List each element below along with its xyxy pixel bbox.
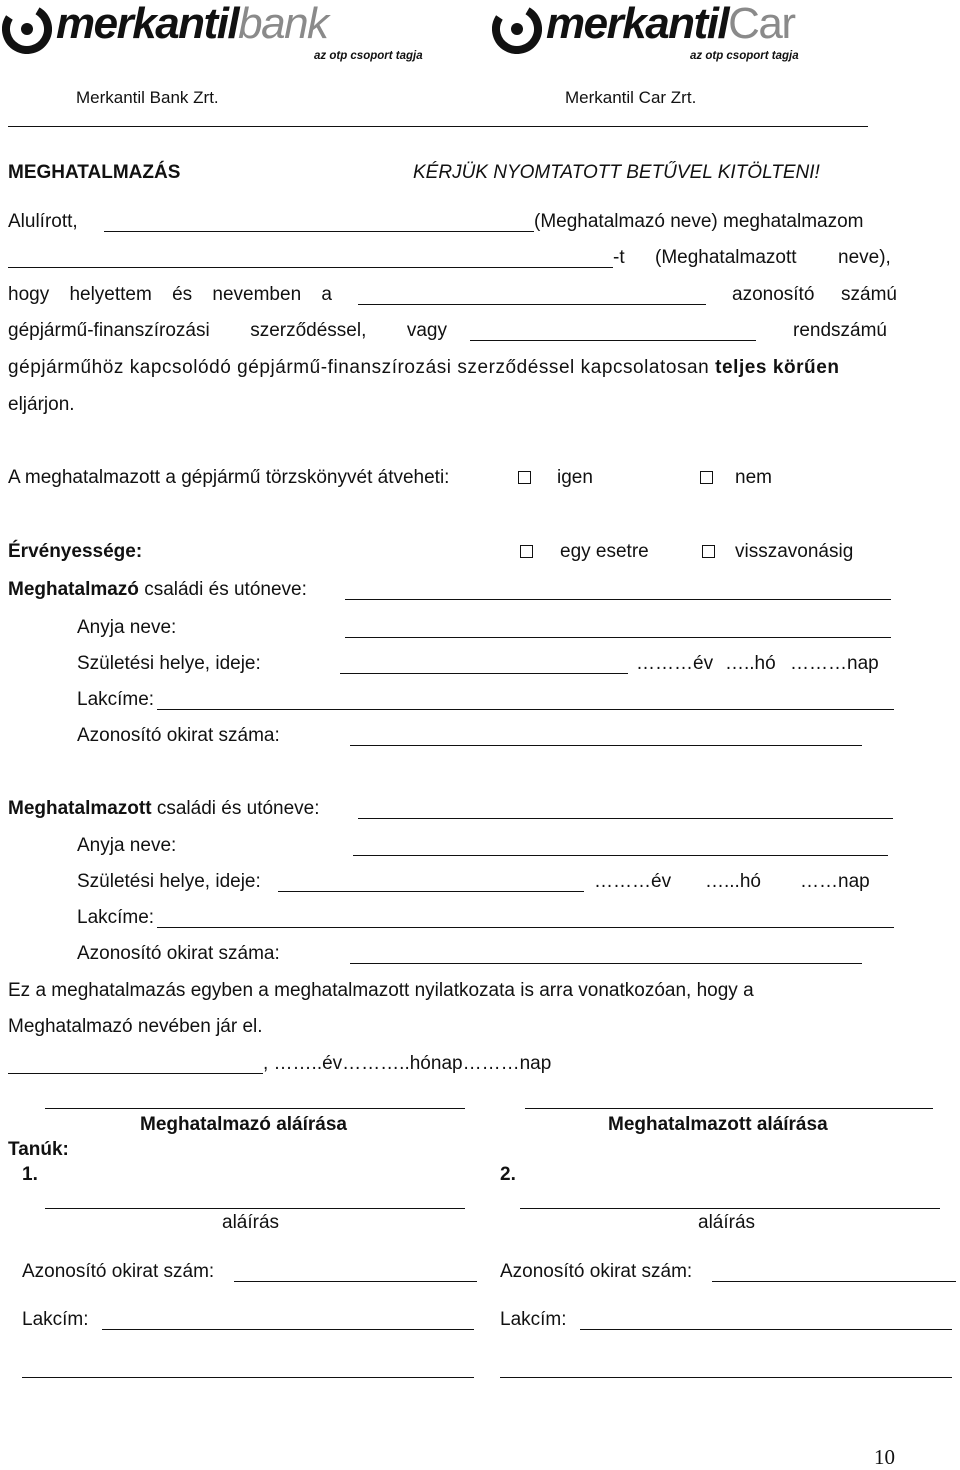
- word: gépjármű-finanszírozási: [8, 320, 210, 341]
- principal-id-field[interactable]: [350, 745, 862, 746]
- agent-name-blank[interactable]: [8, 267, 613, 268]
- validity-once-checkbox[interactable]: [520, 545, 533, 558]
- principal-id-label: Azonosító okirat száma:: [77, 725, 280, 746]
- agent-heading-bold: Meghatalmazott: [8, 798, 152, 819]
- word: számú: [841, 284, 897, 305]
- witness-1-id-label: Azonosító okirat szám:: [22, 1261, 215, 1282]
- principal-signature-label: Meghatalmazó aláírása: [140, 1114, 347, 1135]
- registration-no-label: nem: [735, 467, 772, 488]
- witness-1-signature-label: aláírás: [222, 1212, 280, 1233]
- registration-yes-label: igen: [557, 467, 593, 488]
- agent-heading-rest: családi és utóneve:: [151, 798, 320, 819]
- witness-2-address-field-2[interactable]: [500, 1377, 952, 1378]
- word: helyettem: [69, 284, 152, 305]
- principal-name-blank[interactable]: [104, 231, 534, 232]
- intro-t-suffix: -t: [613, 247, 625, 268]
- logo1-word-bold: merkantil: [56, 0, 239, 48]
- principal-signature-line[interactable]: [45, 1108, 465, 1109]
- agent-address-field[interactable]: [157, 927, 894, 928]
- word: a: [321, 284, 332, 305]
- agent-address-label: Lakcíme:: [77, 907, 155, 928]
- principal-mother-label: Anyja neve:: [77, 617, 177, 638]
- validity-label: Érvényessége:: [8, 541, 143, 562]
- agent-id-field[interactable]: [350, 963, 862, 964]
- intro-line-5-bold: teljes körűen: [715, 357, 840, 378]
- intro-line-5-text: gépjárműhöz kapcsolódó gépjármű-finanszírozási szerződéssel kapcsolatosan: [8, 357, 710, 378]
- plate-number-blank[interactable]: [470, 340, 756, 341]
- agent-birth-year: ………év: [594, 871, 672, 892]
- witness-1-address-field[interactable]: [102, 1329, 474, 1330]
- principal-name-field[interactable]: [345, 599, 891, 600]
- witness-2-address-label: Lakcím:: [500, 1309, 567, 1330]
- principal-address-field[interactable]: [157, 709, 894, 710]
- word: és: [172, 284, 193, 305]
- merkantil-bank-logo: [2, 2, 442, 66]
- merkantil-logo-icon: [2, 4, 52, 54]
- witness-1-address-label: Lakcím:: [22, 1309, 89, 1330]
- fill-instruction: KÉRJÜK NYOMTATOTT BETŰVEL KITÖLTENI!: [413, 162, 820, 183]
- witness-2-number: 2.: [500, 1164, 516, 1185]
- logo1-word-light: bank: [238, 0, 328, 48]
- agent-id-label: Azonosító okirat száma:: [77, 943, 280, 964]
- intro-rendszamu: rendszámú: [793, 320, 887, 341]
- witness-2-signature-label: aláírás: [698, 1212, 756, 1233]
- intro-principal-name-label: (Meghatalmazó neve) meghatalmazom: [534, 211, 864, 232]
- agent-signature-label: Meghatalmazott aláírása: [608, 1114, 828, 1135]
- intro-line-4: [8, 320, 447, 342]
- document-title: MEGHATALMAZÁS: [8, 162, 181, 183]
- intro-alulirott: Alulírott,: [8, 211, 78, 232]
- agent-heading: [8, 798, 320, 820]
- principal-birth-day: ………nap: [790, 653, 879, 674]
- intro-line-3-end: [732, 284, 897, 306]
- place-field[interactable]: [8, 1073, 263, 1074]
- principal-heading-bold: Meghatalmazó: [8, 579, 139, 600]
- logo1-tagline: az otp csoport tagja: [314, 50, 423, 62]
- header-rule: [8, 126, 868, 127]
- validity-once-label: egy esetre: [560, 541, 649, 562]
- witnesses-label: Tanúk:: [8, 1139, 69, 1160]
- agent-birth-day: ……nap: [800, 871, 870, 892]
- logo2-tagline: az otp csoport tagja: [690, 50, 799, 62]
- word: vagy: [406, 320, 447, 341]
- intro-agent-label-1: (Meghatalmazott: [655, 247, 797, 268]
- merkantil-car-logo: [492, 2, 892, 66]
- agent-birthplace-field[interactable]: [278, 891, 584, 892]
- principal-heading: [8, 579, 307, 601]
- agent-name-field[interactable]: [358, 818, 893, 819]
- principal-birth-year: ………év: [636, 653, 714, 674]
- validity-revoke-checkbox[interactable]: [702, 545, 715, 558]
- witness-2-signature-line[interactable]: [520, 1208, 940, 1209]
- signing-date: , ……..év………..hónap………nap: [263, 1053, 552, 1074]
- company-name-bank: Merkantil Bank Zrt.: [76, 88, 219, 107]
- agent-birth-label: Születési helye, ideje:: [77, 871, 261, 892]
- word: nevemben: [212, 284, 302, 305]
- word: szerződéssel,: [250, 320, 367, 341]
- agent-birth-month: …...hó: [705, 871, 761, 892]
- word: azonosító: [732, 284, 815, 305]
- principal-heading-rest: családi és utóneve:: [138, 579, 307, 600]
- word: hogy: [8, 284, 50, 305]
- intro-line-3: [8, 284, 332, 306]
- intro-line-5: [8, 357, 840, 379]
- contract-id-blank[interactable]: [358, 304, 706, 305]
- validity-revoke-label: visszavonásig: [735, 541, 854, 562]
- agent-mother-field[interactable]: [353, 855, 888, 856]
- registration-yes-checkbox[interactable]: [518, 471, 531, 484]
- witness-2-id-field[interactable]: [712, 1281, 956, 1282]
- principal-birth-month: …..hó: [725, 653, 776, 674]
- principal-mother-field[interactable]: [345, 637, 891, 638]
- registration-question: A meghatalmazott a gépjármű törzskönyvét átveheti:: [8, 467, 450, 488]
- logo2-word-bold: merkantil: [546, 0, 729, 48]
- page-number: 10: [874, 1445, 895, 1469]
- intro-agent-label-2: neve),: [838, 247, 891, 268]
- declaration-line-1: Ez a meghatalmazás egyben a meghatalmazott nyilatkozata is arra vonatkozóan, hogy a: [8, 980, 754, 1001]
- witness-1-id-field[interactable]: [234, 1281, 477, 1282]
- witness-2-address-field[interactable]: [580, 1329, 952, 1330]
- witness-1-signature-line[interactable]: [45, 1208, 465, 1209]
- witness-2-id-label: Azonosító okirat szám:: [500, 1261, 693, 1282]
- principal-address-label: Lakcíme:: [77, 689, 155, 710]
- principal-birthplace-field[interactable]: [340, 673, 628, 674]
- logo2-word-light: Car: [728, 0, 795, 48]
- declaration-line-2: Meghatalmazó nevében jár el.: [8, 1016, 263, 1037]
- registration-no-checkbox[interactable]: [700, 471, 713, 484]
- principal-birth-label: Születési helye, ideje:: [77, 653, 261, 674]
- intro-line-6: eljárjon.: [8, 394, 75, 415]
- agent-mother-label: Anyja neve:: [77, 835, 177, 856]
- agent-signature-line[interactable]: [525, 1108, 933, 1109]
- merkantil-logo-icon: [492, 4, 542, 54]
- witness-1-number: 1.: [22, 1164, 38, 1185]
- company-name-car: Merkantil Car Zrt.: [565, 88, 697, 107]
- witness-1-address-field-2[interactable]: [22, 1377, 474, 1378]
